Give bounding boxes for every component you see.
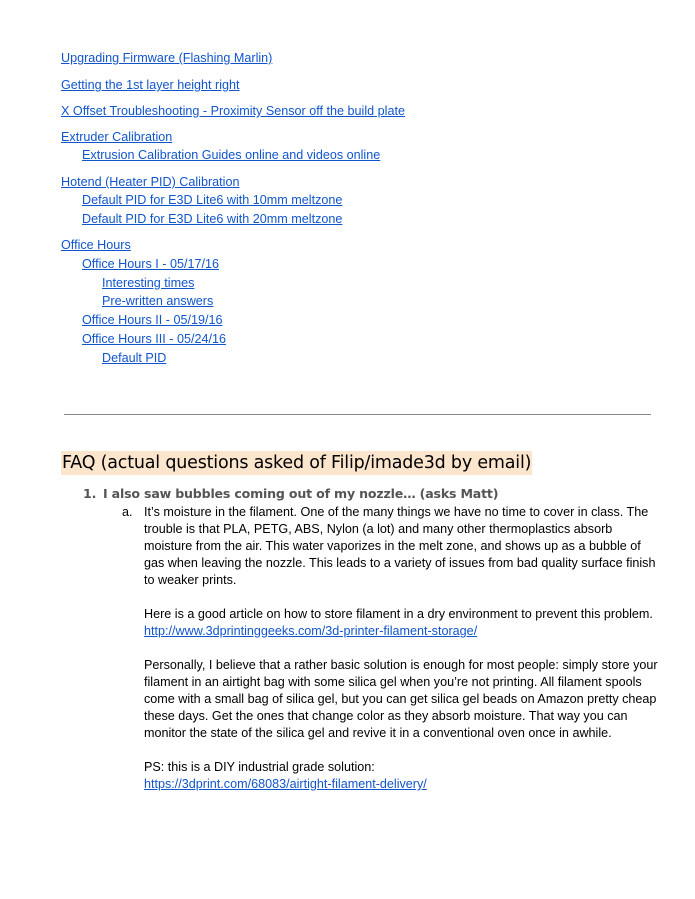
question-text: I also saw bubbles coming out of my nozzle… (asks Matt)	[103, 486, 499, 501]
toc-link-prewritten-answers[interactable]: Pre-written answers	[102, 294, 214, 308]
answer-paragraph-4-text: PS: this is a DIY industrial grade solution:	[144, 760, 375, 774]
table-of-contents	[61, 51, 661, 369]
toc-link-office-hours-2[interactable]: Office Hours II - 05/19/16	[82, 313, 223, 327]
toc-link-first-layer[interactable]: Getting the 1st layer height right	[61, 78, 240, 92]
toc-link-office-hours-3[interactable]: Office Hours III - 05/24/16	[82, 332, 226, 346]
answer-paragraph-2	[144, 606, 659, 640]
toc-link-office-hours-1[interactable]: Office Hours I - 05/17/16	[82, 257, 219, 271]
faq-heading: FAQ (actual questions asked of Filip/imade3d by email)	[62, 453, 532, 473]
toc-link-firmware[interactable]: Upgrading Firmware (Flashing Marlin)	[61, 51, 273, 65]
toc-link-interesting-times[interactable]: Interesting times	[102, 276, 195, 290]
toc-link-pid-20mm[interactable]: Default PID for E3D Lite6 with 20mm meltzone	[82, 212, 343, 226]
question-number: 1.	[83, 486, 97, 501]
airtight-delivery-link[interactable]: https://3dprint.com/68083/airtight-filament-delivery/	[144, 777, 427, 791]
toc-link-extruder[interactable]: Extruder Calibration	[61, 130, 173, 144]
toc-link-pid-10mm[interactable]: Default PID for E3D Lite6 with 10mm meltzone	[82, 193, 343, 207]
toc-link-x-offset[interactable]: X Offset Troubleshooting - Proximity Sensor off the build plate	[61, 104, 405, 118]
answer-paragraph-2-text: Here is a good article on how to store filament in a dry environment to prevent this problem.	[144, 607, 653, 621]
answer-paragraph-1: It’s moisture in the filament. One of the many things we have no time to cover in class. The trouble is that PLA, PETG, ABS, Nylon (a lot) and many other thermoplastics absorb moisture from the air. This water vaporizes in the melt zone, and shows up as a bubble of gas when leaving the nozzle. This leads to a variety of issues from bad quality surface finish to weaker prints.	[144, 505, 656, 587]
answer-paragraph-3: Personally, I believe that a rather basic solution is enough for most people: simply store your filament in an airtight bag with some silica gel when you’re not printing. All filament spools come with a small bag of silica gel, but you can get silica gel beads on Amazon pretty cheap these days. Get the ones that change color as they absorb moisture. That way you can monitor the state of the silica gel and revive it in a conventional oven once in awhile.	[144, 658, 658, 740]
toc-link-default-pid[interactable]: Default PID	[102, 351, 167, 365]
filament-storage-link[interactable]: http://www.3dprintinggeeks.com/3d-printer-filament-storage/	[144, 624, 478, 638]
answer-marker: a.	[122, 505, 133, 519]
toc-link-office-hours[interactable]: Office Hours	[61, 238, 131, 252]
toc-link-extrusion-guides[interactable]: Extrusion Calibration Guides online and videos online	[82, 148, 381, 162]
answer-paragraph-4	[144, 759, 659, 793]
horizontal-rule	[64, 414, 651, 415]
faq-answer	[122, 504, 662, 810]
faq-question	[83, 486, 498, 501]
toc-link-hotend[interactable]: Hotend (Heater PID) Calibration	[61, 175, 240, 189]
